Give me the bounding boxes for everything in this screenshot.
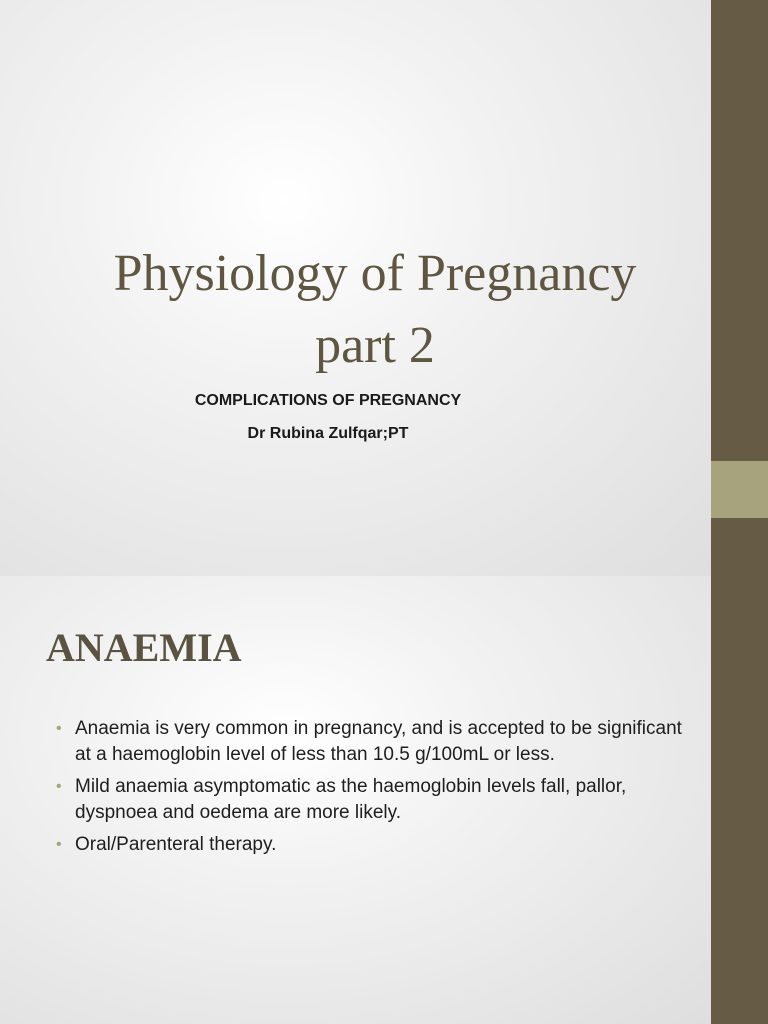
author-name: Dr Rubina Zulfqar;PT <box>247 425 409 442</box>
bullet-icon: • <box>56 836 62 853</box>
slide-title <box>30 238 720 382</box>
sidebar-accent-block <box>711 461 768 518</box>
section-heading: ANAEMIA <box>46 625 242 670</box>
bullet-icon: • <box>56 720 62 737</box>
bullet-text: Anaemia is very common in pregnancy, and is accepted to be significant at a haemoglobin level of less than 10.5 g/100mL or less. <box>75 718 682 765</box>
bullet-text: Mild anaemia asymptomatic as the haemoglobin levels fall, pallor, dyspnoea and oedema are more likely. <box>75 776 627 823</box>
bullet-item <box>56 832 686 858</box>
bullet-item <box>56 774 686 826</box>
slide-subtitle: COMPLICATIONS OF PREGNANCY <box>194 392 462 409</box>
bullet-list <box>56 716 686 864</box>
title-line-1: Physiology of Pregnancy <box>113 245 637 302</box>
bullet-item <box>56 716 686 768</box>
bullet-icon: • <box>56 778 62 795</box>
bullet-text: Oral/Parenteral therapy. <box>75 834 277 855</box>
title-line-2: part 2 <box>315 317 435 374</box>
